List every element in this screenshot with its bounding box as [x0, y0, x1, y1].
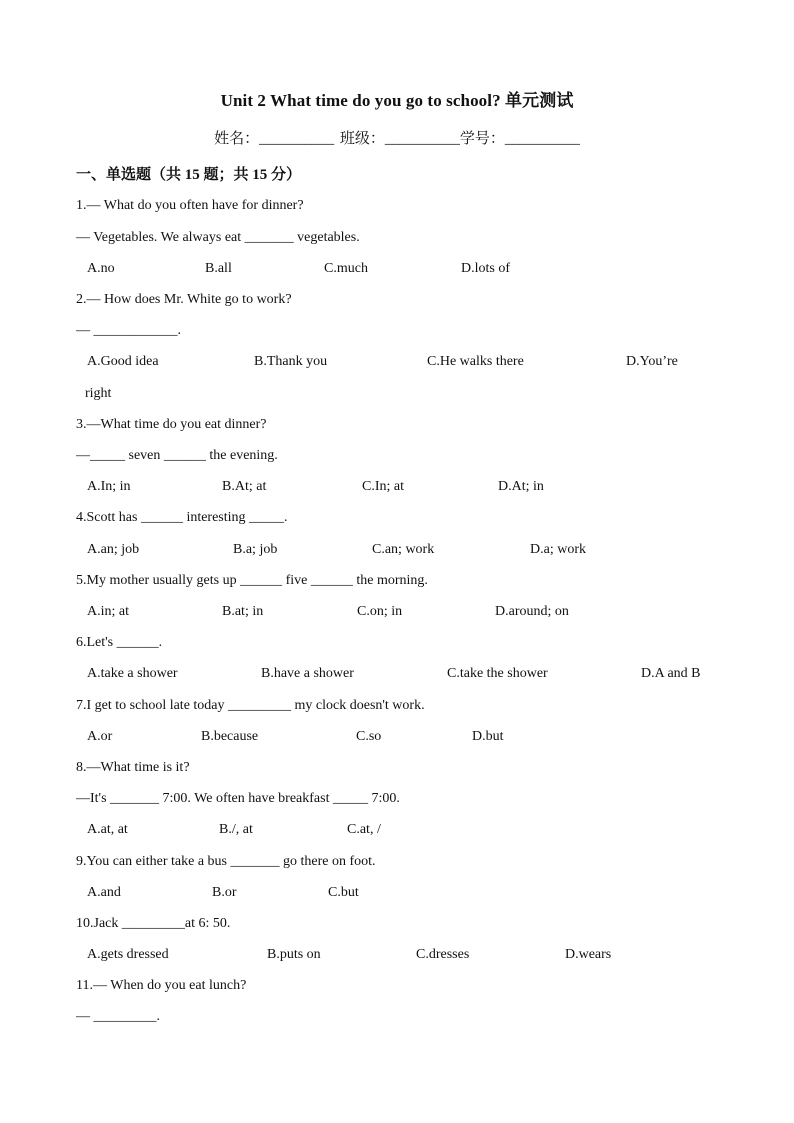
question-8-stem: 8.—What time is it? [76, 760, 190, 775]
question-2-options [0, 354, 794, 374]
option-a[interactable]: A.an; job [87, 542, 140, 557]
option-d[interactable]: D.A and B [641, 666, 701, 681]
option-b[interactable]: B.at; in [222, 604, 264, 619]
option-d[interactable]: D.lots of [461, 261, 510, 276]
option-d[interactable]: D.around; on [495, 604, 569, 619]
option-a[interactable]: A.or [87, 729, 113, 744]
question-11-stem: 11.— When do you eat lunch? [76, 978, 247, 993]
question-1-answer-line: — Vegetables. We always eat _______ vegetables. [76, 230, 360, 245]
question-1-options [0, 261, 794, 281]
option-a[interactable]: A.In; in [87, 479, 131, 494]
option-b[interactable]: B.Thank you [254, 354, 328, 369]
question-8-answer-line: —It's _______ 7:00. We often have breakfast _____ 7:00. [76, 791, 400, 806]
option-c[interactable]: C.so [356, 729, 382, 744]
question-5-options [0, 604, 794, 624]
option-d[interactable]: D.You’re [626, 354, 678, 369]
question-5-stem: 5.My mother usually gets up ______ five ______ the morning. [76, 573, 428, 588]
question-4-options [0, 542, 794, 562]
question-7-options [0, 729, 794, 749]
option-a[interactable]: A.take a shower [87, 666, 178, 681]
student-info-line: 姓名：__________ 班级：__________学号：__________ [214, 131, 580, 147]
question-11-answer-line: — _________. [76, 1009, 160, 1024]
option-d[interactable]: D.but [472, 729, 504, 744]
page-title: Unit 2 What time do you go to school? 单元测试 [220, 91, 574, 110]
question-6-options [0, 666, 794, 686]
section-heading: 一、单选题（共 15 题；共 15 分） [76, 167, 302, 183]
option-b[interactable]: B.or [212, 885, 237, 900]
question-10-stem: 10.Jack _________at 6: 50. [76, 916, 231, 931]
question-4-stem: 4.Scott has ______ interesting _____. [76, 510, 288, 525]
question-9-stem: 9.You can either take a bus _______ go there on foot. [76, 854, 376, 869]
question-2-stem: 2.— How does Mr. White go to work? [76, 292, 292, 307]
option-c[interactable]: C.an; work [372, 542, 435, 557]
option-c[interactable]: C.dresses [416, 947, 470, 962]
question-3-answer-line: —_____ seven ______ the evening. [76, 448, 278, 463]
option-c[interactable]: C.at, / [347, 822, 381, 837]
question-2-answer-line: — ____________. [76, 323, 181, 338]
option-c[interactable]: C.on; in [357, 604, 403, 619]
option-c[interactable]: C.In; at [362, 479, 404, 494]
option-a[interactable]: A.in; at [87, 604, 129, 619]
option-b[interactable]: B./, at [219, 822, 253, 837]
option-d[interactable]: D.At; in [498, 479, 544, 494]
question-7-stem: 7.I get to school late today _________ my clock doesn't work. [76, 698, 425, 713]
option-b[interactable]: B.because [201, 729, 259, 744]
option-d[interactable]: D.wears [565, 947, 612, 962]
question-8-options [0, 822, 794, 842]
question-10-options [0, 947, 794, 967]
question-3-stem: 3.—What time do you eat dinner? [76, 417, 267, 432]
option-a[interactable]: A.no [87, 261, 115, 276]
option-a[interactable]: A.gets dressed [87, 947, 169, 962]
option-c[interactable]: C.but [328, 885, 359, 900]
option-b[interactable]: B.a; job [233, 542, 278, 557]
question-3-options [0, 479, 794, 499]
question-9-options [0, 885, 794, 905]
option-d[interactable]: D.a; work [530, 542, 586, 557]
option-b[interactable]: B.have a shower [261, 666, 354, 681]
question-2-option-d-wrap: right [85, 386, 112, 401]
option-b[interactable]: B.puts on [267, 947, 321, 962]
option-c[interactable]: C.take the shower [447, 666, 548, 681]
option-c[interactable]: C.much [324, 261, 368, 276]
option-a[interactable]: A.at, at [87, 822, 128, 837]
option-a[interactable]: A.Good idea [87, 354, 159, 369]
option-b[interactable]: B.At; at [222, 479, 267, 494]
option-b[interactable]: B.all [205, 261, 232, 276]
question-1-stem: 1.— What do you often have for dinner? [76, 198, 304, 213]
question-6-stem: 6.Let's ______. [76, 635, 163, 650]
option-a[interactable]: A.and [87, 885, 121, 900]
option-c[interactable]: C.He walks there [427, 354, 524, 369]
